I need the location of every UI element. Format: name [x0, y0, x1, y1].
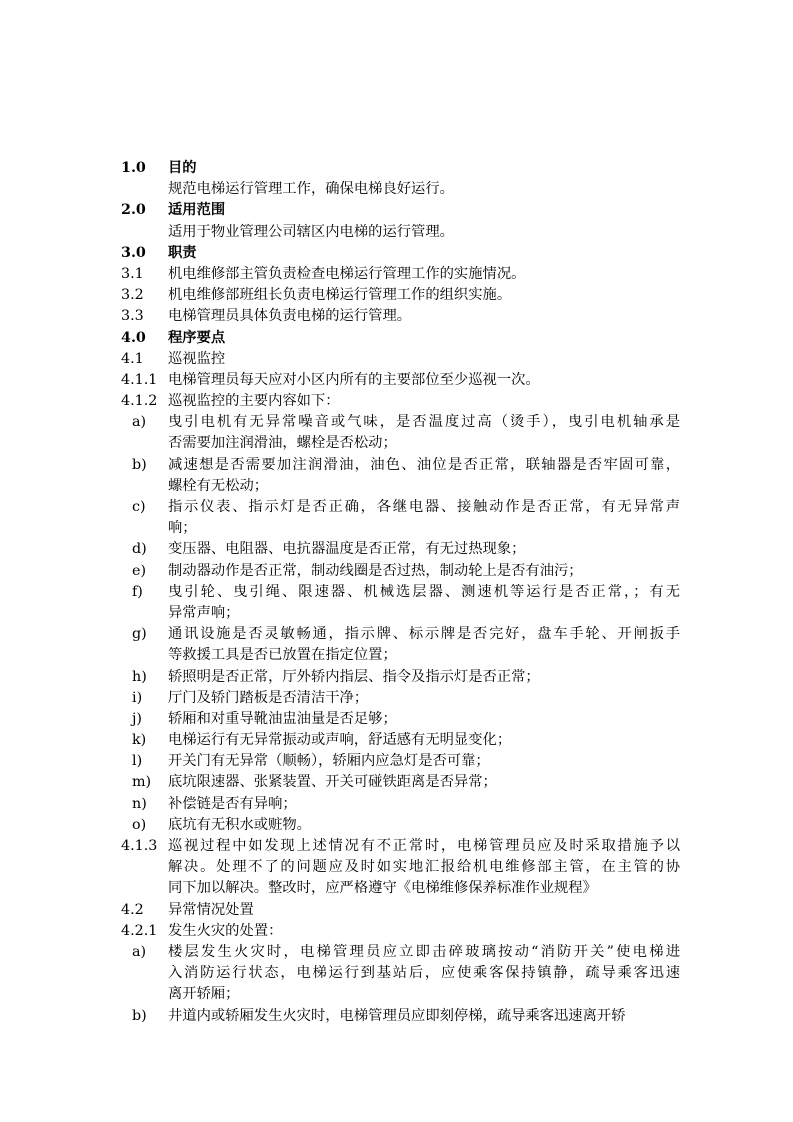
- section-row: [0, 1006, 793, 1027]
- section-row: [0, 539, 793, 560]
- list-item-letter: e): [132, 562, 147, 579]
- list-item-letter: n): [132, 795, 147, 812]
- section-heading: 目的: [168, 160, 197, 176]
- section-row: [0, 222, 793, 243]
- section-text: 厅门及轿门踏板是否清洁干净；: [168, 689, 369, 706]
- section-number: 1.0: [121, 160, 146, 176]
- section-text: 解决。处理不了的问题应及时如实地汇报给机电维修部主管，在主管的协: [168, 859, 680, 876]
- section-row: [0, 709, 793, 730]
- section-row: [0, 921, 793, 942]
- section-row: [0, 200, 793, 221]
- section-text: 同下加以解决。整改时，应严格遵守《电梯维修保养标准作业规程》: [168, 880, 597, 897]
- list-item-letter: b): [132, 1007, 147, 1024]
- section-text: 螺栓有无松动；: [168, 477, 269, 494]
- section-row: [0, 751, 793, 772]
- section-row-continued: [0, 963, 793, 984]
- section-row-continued: [0, 857, 793, 878]
- section-text: 巡视监控: [168, 350, 226, 367]
- section-text: 轿厢和对重导靴油盅油量是否足够；: [168, 710, 397, 727]
- section-text: 开关门有无异常（顺畅），轿厢内应急灯是否可靠；: [168, 753, 490, 770]
- section-text: 制动器动作是否正常，制动线圈是否过热，制动轮上是否有油污；: [168, 562, 583, 579]
- section-text: 巡视监控的主要内容如下：: [168, 393, 340, 410]
- list-item-letter: m): [132, 774, 152, 791]
- section-row: [0, 497, 793, 518]
- section-row: [0, 624, 793, 645]
- section-row: [0, 900, 793, 921]
- list-item-letter: k): [132, 732, 147, 749]
- section-text: 轿照明是否正常，厅外轿内指层、指令及指示灯是否正常；: [168, 668, 540, 685]
- section-heading: 程序要点: [168, 329, 226, 346]
- section-text: 入消防运行状态，电梯运行到基站后，应使乘客保持镇静，疏导乘客迅速: [168, 965, 680, 982]
- section-text: 机电维修部班组长负责电梯运行管理工作的组织实施。: [168, 287, 512, 304]
- section-row: [0, 688, 793, 709]
- section-text: 井道内或轿厢发生火灾时，电梯管理员应即刻停梯，疏导乘客迅速离开轿: [168, 1007, 626, 1024]
- section-row: [0, 243, 793, 264]
- section-text: 规范电梯运行管理工作，确保电梯良好运行。: [168, 181, 454, 198]
- section-text: 通讯设施是否灵敏畅通，指示牌、标示牌是否完好，盘车手轮、开闸扳手: [168, 626, 680, 643]
- section-text: 适用于物业管理公司辖区内电梯的运行管理。: [168, 223, 454, 240]
- section-number: 3.2: [121, 287, 144, 304]
- list-item-letter: a): [132, 943, 147, 960]
- section-row-continued: [0, 518, 793, 539]
- section-row: [0, 730, 793, 751]
- section-row: [0, 667, 793, 688]
- section-number: 4.2.1: [121, 922, 158, 939]
- section-row: [0, 561, 793, 582]
- section-row: [0, 942, 793, 963]
- section-text: 等救援工具是否已放置在指定位置；: [168, 647, 397, 664]
- section-text: 电梯管理员具体负责电梯的运行管理。: [168, 308, 412, 325]
- section-text: 楼层发生火灾时，电梯管理员应立即击碎玻璃按动“消防开关”使电梯进: [168, 943, 680, 960]
- section-number: 3.1: [121, 265, 144, 282]
- section-row-continued: [0, 878, 793, 899]
- section-row: [0, 349, 793, 370]
- section-number: 4.1.3: [121, 838, 158, 854]
- section-number: 4.1.1: [121, 371, 158, 388]
- section-row-continued: [0, 476, 793, 497]
- section-text: 底坑限速器、张紧装置、开关可碰铁距离是否异常；: [168, 774, 497, 791]
- section-row: [0, 285, 793, 306]
- section-text: 减速想是否需要加注润滑油，油色、油位是否正常，联轴器是否牢固可靠，: [168, 456, 680, 473]
- section-row: [0, 264, 793, 285]
- section-row: [0, 412, 793, 433]
- section-text: 底坑有无积水或赃物。: [168, 816, 311, 833]
- list-item-letter: b): [132, 456, 147, 473]
- section-number: 3.0: [121, 244, 146, 261]
- section-row: [0, 455, 793, 476]
- section-text: 异常情况处置: [168, 901, 254, 918]
- list-item-letter: i): [132, 689, 143, 706]
- section-text: 补偿链是否有异响；: [168, 795, 297, 812]
- section-row: [0, 179, 793, 200]
- section-number: 4.1: [121, 350, 144, 367]
- section-text: 变压器、电阻器、电抗器温度是否正常，有无过热现象；: [168, 541, 526, 558]
- section-row: [0, 158, 793, 179]
- list-item-letter: d): [132, 541, 147, 558]
- section-row: [0, 836, 793, 857]
- section-text: 电梯管理员每天应对小区内所有的主要部位至少巡视一次。: [168, 371, 540, 388]
- section-row-continued: [0, 984, 793, 1005]
- section-text: 机电维修部主管负责检查电梯运行管理工作的实施情况。: [168, 265, 526, 282]
- section-row: [0, 306, 793, 327]
- section-text: 巡视过程中如发现上述情况有不正常时，电梯管理员应及时采取措施予以: [168, 838, 680, 854]
- section-text: 电梯运行有无异常振动或声响，舒适感有无明显变化；: [168, 732, 512, 749]
- section-text: 指示仪表、指示灯是否正确，各继电器、接触动作是否正常，有无异常声: [168, 499, 680, 515]
- section-text: 离开轿厢；: [168, 986, 240, 1003]
- section-row: [0, 772, 793, 793]
- section-heading: 职责: [168, 244, 197, 261]
- section-text: 曳引轮、曳引绳、限速器、机械选层器、测速机等运行是否正常，；有无: [168, 583, 680, 600]
- section-text: 曳引电机有无异常噪音或气味，是否温度过高（烫手），曳引电机轴承是: [168, 414, 680, 431]
- section-row-continued: [0, 603, 793, 624]
- list-item-letter: c): [132, 499, 146, 515]
- section-text: 发生火灾的处置：: [168, 922, 283, 939]
- list-item-letter: a): [132, 414, 147, 431]
- section-row-continued: [0, 433, 793, 454]
- section-number: 2.0: [121, 202, 146, 219]
- section-text: 异常声响；: [168, 604, 240, 621]
- list-item-letter: f): [132, 583, 143, 600]
- document-body: [0, 158, 793, 1027]
- section-row: [0, 815, 793, 836]
- list-item-letter: o): [132, 816, 147, 833]
- section-heading: 适用范围: [168, 202, 226, 219]
- list-item-letter: g): [132, 626, 147, 643]
- section-row: [0, 328, 793, 349]
- section-text: 响；: [168, 520, 197, 537]
- section-text: 否需要加注润滑油，螺栓是否松动；: [168, 435, 397, 452]
- list-item-letter: j): [132, 710, 143, 727]
- section-row: [0, 370, 793, 391]
- section-number: 4.1.2: [121, 393, 158, 410]
- section-row: [0, 794, 793, 815]
- section-number: 3.3: [121, 308, 144, 325]
- section-row: [0, 582, 793, 603]
- section-row: [0, 391, 793, 412]
- list-item-letter: l): [132, 753, 143, 770]
- section-number: 4.2: [121, 901, 144, 918]
- list-item-letter: h): [132, 668, 147, 685]
- section-row-continued: [0, 645, 793, 666]
- section-number: 4.0: [121, 329, 146, 346]
